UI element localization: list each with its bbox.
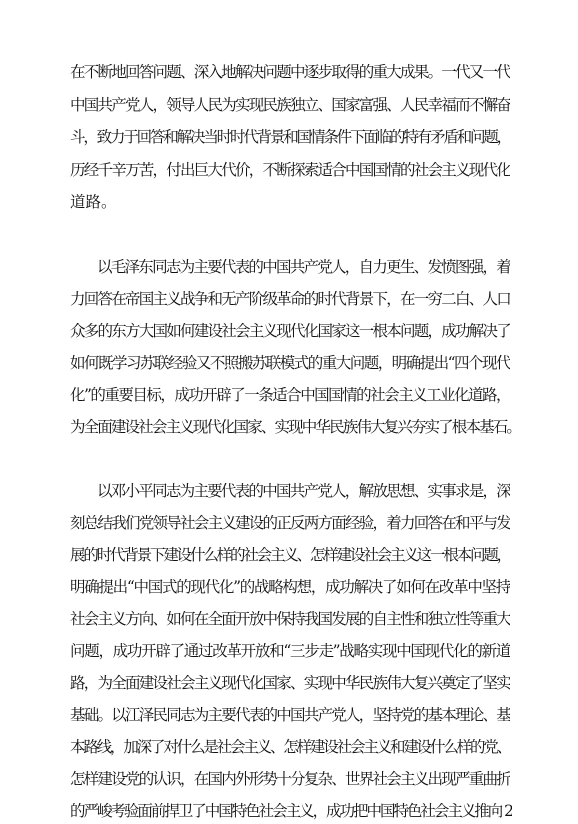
- text-line: 问题，成功开辟了通过改革开放和“三步走”战略实现中国现代化的新道: [70, 642, 510, 660]
- text-line: 中国共产党人，领导人民为实现民族独立、国家富强、人民幸福而不懈奋: [70, 96, 510, 114]
- text-line: 怎样建设党的认识，在国内外形势十分复杂、世界社会主义出现严重曲折: [70, 770, 510, 788]
- text-line: 历经千辛万苦，付出巨大代价，不断探索适合中国国情的社会主义现代化: [70, 161, 510, 179]
- text-line: 路，为全面建设社会主义现代化国家、实现中华民族伟大复兴奠定了坚实: [70, 674, 510, 692]
- text-line: 众多的东方大国如何建设社会主义现代化国家这一根本问题，成功解决了: [70, 322, 510, 340]
- text-line: 斗，致力于回答和解决当时时代背景和国情条件下面临的特有矛盾和问题，: [70, 128, 510, 146]
- text-line: 本路线，加深了对什么是社会主义、怎样建设社会主义和建设什么样的党、: [70, 738, 510, 756]
- text-line: 以邓小平同志为主要代表的中国共产党人，解放思想、实事求是，深: [97, 482, 510, 500]
- text-line: 明确提出“中国式的现代化”的战略构想，成功解决了如何在改革中坚持: [70, 578, 510, 596]
- text-line: 刻总结我们党领导社会主义建设的正反两方面经验，着力回答在和平与发: [70, 514, 510, 532]
- text-line: 化”的重要目标，成功开辟了一条适合中国国情的社会主义工业化道路，: [70, 386, 510, 404]
- text-line: 在不断地回答问题、深入地解决问题中逐步取得的重大成果。一代又一代: [70, 63, 510, 81]
- text-line: 社会主义方向、如何在全面开放中保持我国发展的自主性和独立性等重大: [70, 610, 510, 628]
- text-line: 力回答在帝国主义战争和无产阶级革命的时代背景下，在一穷二白、人口: [70, 290, 510, 308]
- text-line: 展的时代背景下建设什么样的社会主义、怎样建设社会主义这一根本问题，: [70, 546, 510, 564]
- text-line: 道路。: [70, 193, 117, 211]
- text-line: 基础。以江泽民同志为主要代表的中国共产党人，坚持党的基本理论、基: [70, 706, 510, 724]
- text-line: 如何既学习苏联经验又不照搬苏联模式的重大问题，明确提出“四个现代: [70, 354, 510, 372]
- text-line: 为全面建设社会主义现代化国家、实现中华民族伟大复兴夯实了根本基石。: [70, 418, 520, 436]
- text-line: 以毛泽东同志为主要代表的中国共产党人，自力更生、发愤图强，着: [97, 258, 510, 276]
- text-line: 的严峻考验面前捍卫了中国特色社会主义，成功把中国特色社会主义推向 2: [70, 802, 512, 820]
